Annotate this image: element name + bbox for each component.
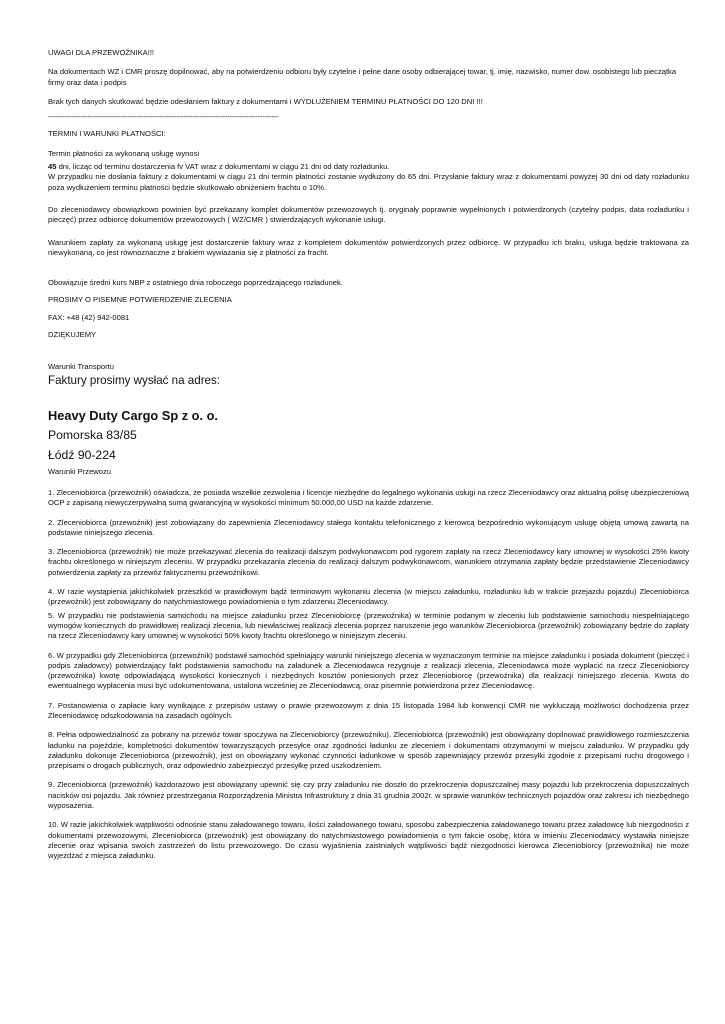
company-city: Łódź 90-224 <box>48 447 116 462</box>
transport-terms-heading: Warunki Transportu <box>48 362 114 372</box>
invoice-address-label: Faktury prosimy wysłać na adres: <box>48 373 221 387</box>
fax-number: FAX: +48 (42) 942-0081 <box>48 312 130 322</box>
term-item-9: 9. Zleceniobiorca (przewoźnik) każdorazowo jest obowiązany upewnić się czy przy załadunku nie doszło do przekroczenia dopuszczalnej masy pojazdu lub przekroczenia dopuszczalnych nacisków osi pojazdu. Jak również przestrzegania Rozporządzenia Ministra Infrastruktury z dnia 31 grudnia 2002r. w sprawie warunków technicznych pojazdów oraz zakresu ich niezbędnego wyposażenia. <box>48 780 689 811</box>
separator-line: --------------------------------------------------------------------------------------------------- <box>48 112 279 122</box>
thanks-text: DZIĘKUJEMY <box>48 330 97 340</box>
documents-paragraph: Do zleceniodawcy obowiązkowo powinien być przekazany komplet dokumentów przewozowych tj. oryginały poprawnie wypełnionych i potwierdzonych (czytelny podpis, data rozładunku i pieczęć) przez odbiorcę dokumentów przewozowych ( WZ/CMR ) stwierdzających wykonanie usługi. <box>48 204 689 225</box>
term-item-7: 7. Postanowienia o zapłacie kary wynikające z przepisów ustawy o prawie przewozowym z dnia 15 listopada 1984 lub konwencji CMR nie wykluczają możliwości dochodzenia przez Zleceniodawcę odszkodowania na zasadach ogólnych. <box>48 700 689 720</box>
confirmation-request: PROSIMY O PISEMNE POTWIERDZENIE ZLECENIA <box>48 295 232 305</box>
term-item-4: 4. W razie wystąpienia jakichkolwiek przeszkód w prawidłowym bądź terminowym wykonaniu zlecenia (w miejscu załadunku, rozładunku lub w trakcie przejazdu pojazdu) Zleceniobiorca (przewoźnik) jest zobowiązany do natychmiastowego powiadomienia o tym zdarzeniu Zleceniodawcy. <box>48 587 689 607</box>
notice-warning: Brak tych danych skutkować będzie odesłaniem faktury z dokumentami i WYDŁUŻENIEM TERMINU PŁATNOŚCI DO 120 DNI !!! <box>48 96 483 106</box>
company-name: Heavy Duty Cargo Sp z o. o. <box>48 407 218 423</box>
payment-delay-paragraph: W przypadku nie dosłania faktury z dokumentami w ciągu 21 dni termin płatności zostanie wydłużony do 65 dni. Przysłanie faktury wraz z dokumentami powyżej 30 dni od daty rozładunku poza wydłużeniem terminu płatności będzie skutkowało obniżeniem frachtu o 10%. <box>48 172 689 192</box>
payment-days-text: dni, licząc od terminu dostarczenia fv VAT wraz z dokumentami w ciągu 21 dni od daty rozładunku. <box>56 162 390 172</box>
term-item-2: 2. Zleceniobiorca (przewoźnik) jest zobowiązany do zapewnienia Zleceniodawcy stałego kontaktu telefonicznego z kierowcą bezpośrednio wykonującym usługę objętą umową zawartą na podstawie niniejszego zlecenia. <box>48 517 689 537</box>
notice-heading: UWAGI DLA PRZEWOŹNIKA!!! <box>48 48 155 57</box>
payment-condition-paragraph: Warunkiem zapłaty za wykonaną usługę jest dostarczenie faktury wraz z kompletem dokumentów potwierdzonych przez odbiorcę. W przypadku ich braku, usługa będzie traktowana za niewykonaną, co jest równoznaczne z brakiem wywiazania się z płatności za fracht. <box>48 237 689 257</box>
payment-days: 45 <box>48 162 57 172</box>
exchange-rate-note: Obowiązuje średni kurs NBP z ostatniego dnia roboczego poprzedzającego rozładunek. <box>48 278 343 288</box>
term-item-10: 10. W razie jakichkolwiek wątpliwości odnośnie stanu załadowanego towaru, ilości załadowanego towaru, sposobu zabezpieczenia załadowanego towaru przez załadowcę lub niezgodności z dokumentami przewozowymi, Zleceniobiorca (przewoźnik) jest obowiązany do natychmiastowego powiadomienia o tym fakcie osobę, która w imieniu Zleceniodawcy wystawiła niniejsze zlecenie oraz wpisania swoich zastrzeżeń do listu przewozowego. Do czasu wyjaśnienia zaistniałych wątpliwości bądź niezgodności kierowca Zleceniobiorcy (przewoźnika) nie może wyjeżdżać z miejsca załadunku. <box>48 820 689 861</box>
company-street: Pomorska 83/85 <box>48 427 137 442</box>
document-page <box>48 48 689 862</box>
term-item-3: 3. Zleceniobiorca (przewoźnik) nie może przekazywać zlecenia do realizacji dalszym podwykonawcom pod rygorem zapłaty na rzecz Zleceniodawcy kary umownej w wysokości 25% kwoty frachtu określonego w niniejszym zleceniu. W przypadku przekazania zlecenia do realizacji dalszym podwykonawcom, warunkiem otrzymania zapłaty będzie przedstawienie Zleceniodawcy potwierdzenia zapłaty za przewóz faktycznemu przewoźnikowi. <box>48 547 689 577</box>
carrier-terms-heading: Warunki Przewozu <box>48 466 112 476</box>
term-item-6: 6. W przypadku gdy Zleceniobiorca (przewoźnik) podstawił samochód spełniający warunki niniejszego zlecenia w wyznaczonym terminie na miejsce załadunku i posiada dokument (pieczęć i podpis załadowcy) potwierdzający fakt podstawienia samochodu na załadunek a Zleceniodawca rezygnuje z realizacji zlecenia, Zleceniodawca może wypłacić na rzecz Zleceniobiorcy (przewoźnika) kwotę odpowiadającą wysokości koniecznych i niezbędnych kosztów poniesionych przez Zleceniobiorcę (przewoźnika) dla realizacji niniejszego zlecenia. Kwota do ewentualnego wypłacenia musi być udokumentowana, ustalona wcześniej ze Zleceniodawcą, oraz pisemnie potwierdzona przez Zleceniodawcę. <box>48 650 689 691</box>
carrier-terms-list <box>48 488 689 862</box>
term-item-8: 8. Pełna odpowiedzialność za pobrany na przewóz towar spoczywa na Zleceniobiorcy (przewoźniku). Zleceniobiorca (przewoźnik) jest obowiązany dopilnować prawidłowego rozmieszczenia ładunku na pojeździe, kompletności dokumentów towarzyszących przesyłce oraz zgodności ładunku ze zleceniem i dokumentami otrzymanymi w miejscu załadunku. W przypadku gdy załadunku dokonuje Zleceniobiorca (przewoźnik), jest on obowiązany wykonać czynności ładunkowe w sposób zapewniający przewóz przesyłki zgodnie z przepisami ruchu drogowego i przepisami o drogach publicznych, oraz odpowiednio zabezpieczyć przesyłkę przed uszkodzeniem. <box>48 730 689 771</box>
payment-heading: TERMIN I WARUNKI PŁATNOŚCI: <box>48 129 166 139</box>
payment-days-line <box>48 162 689 172</box>
term-item-5: 5. W przypadku nie podstawienia samochodu na miejsce załadunku przez Zleceniobiorcę (przewoźnika) w terminie podanym w zleceniu lub podstawienie samochodu niespełniającego wymogów koniecznych do prawidłowej realizacji zlecenia, lub niewłaściwej realizacji zlecenia poprzez naruszenie jego warunków Zleceniobiorca (przewoźnik) zobowiązany będzie do zapłaty na rzecz Zleceniodawcy kary umownej w wysokości 50% kwoty frachtu określonego w niniejszym zleceniu. <box>48 610 689 641</box>
notice-paragraph: Na dokumentach WZ i CMR proszę dopilnować, aby na potwierdzeniu odbioru były czytelne i pełne dane osoby odbierającej towar, tj. imię, nazwisko, numer dow. osobistego lub pieczątka firmy oraz data i podpis <box>48 67 677 87</box>
term-item-1: 1. Zleceniobiorca (przewoźnik) oświadcza, że posiada wszelkie zezwolenia i licencje niezbędne do legalnego wykonania usługi na rzecz Zleceniodawcy oraz aktualną polisę ubezpieczeniową OCP z zapisaną niewyczerpywalną sumą gwarancyjną w wysokości minimum 50.000,00 USD na każde zdarzenie. <box>48 487 689 508</box>
payment-term-line: Termin płatności za wykonaną usługę wynosi <box>48 148 200 158</box>
